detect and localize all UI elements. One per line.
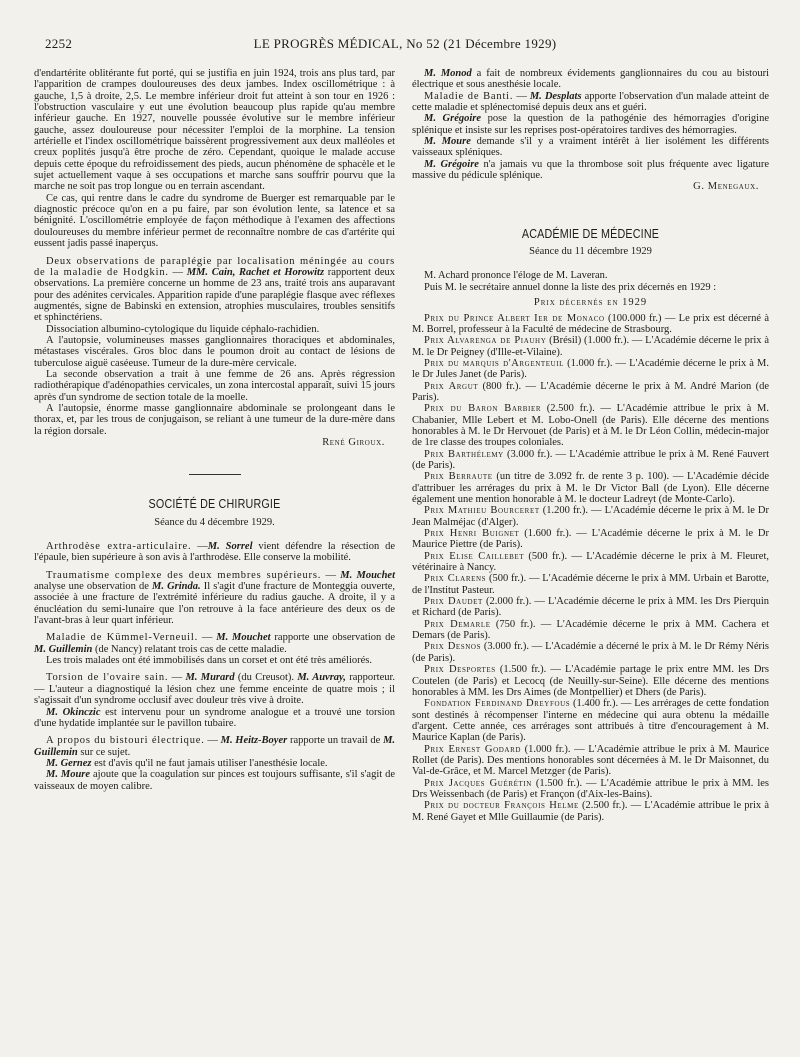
prize-entry	[412, 358, 769, 381]
communication-title: A propos du bistouri électrique.	[46, 735, 205, 747]
prize-entry	[412, 744, 769, 778]
prize-entry	[412, 778, 769, 801]
prize-name: Prix Jacques Guérétin	[424, 777, 532, 789]
prize-entry	[412, 528, 769, 551]
prize-name: Prix Mathieu Bourceret	[424, 505, 540, 517]
author-name: M. Moure	[424, 136, 471, 148]
paragraph: Maladie de Kümmel-Verneuil. — M. Mouchet rapporte une observation de M. Guillemin (de Nancy) relatant trois cas de cette maladie.	[34, 632, 396, 655]
prize-entry	[412, 619, 769, 642]
paragraph: M. Achard prononce l'éloge de M. Laveran.	[424, 270, 608, 282]
paragraph: Maladie de Banti. — M. Desplats apporte l'observation d'un malade atteint de cette maladie et splénectomisé depuis deux ans et guéri.	[412, 90, 770, 114]
paragraph	[412, 113, 769, 136]
prize-text: (1.000 fr.). — L'Académie décerne le prix à M. le Dr Jules Janet (de Paris).	[412, 357, 769, 381]
prize-list-heading: Prix décernés en 1929	[533, 297, 648, 309]
prize-name: Prix Clarens	[424, 573, 487, 585]
author-name: M. Grégoire	[424, 158, 479, 170]
paragraph-text: pose la question de la pathogénie des hémorragies d'origine splénique et insiste sur les reprises post-opératoires tardives des hémorragies.	[412, 113, 770, 136]
communication-title: Maladie de Banti.	[424, 90, 514, 102]
prize-name: Prix du docteur François Helme	[424, 800, 579, 812]
communication-title: Deux observations de paraplégie par localisation méningée au cours de la maladie de Hodgkin.	[34, 255, 395, 278]
prize-name: Prix Barthélemy	[424, 448, 504, 460]
prize-text: (750 fr.). — L'Académie décerne le prix à MM. Cachera et Demars (de Paris).	[412, 618, 769, 642]
author-name: M. Mouchet	[340, 569, 396, 581]
paragraph: d'endartérite oblitérante fut porté, qui se justifia en juin 1924, trois ans plus tard, par l'apparition de crampes douloureuses des deux jambes. Index oscillométrique : à gauche, 1,5 à droite, 2,5. Le membre inférieur droit fut atteint à son tour en 1926 : l'obstruction vasculaire y eut une évolution beaucoup plus rapide qu'au membre inférieur gauche. En 1927, nouvelle poussée évolutive sur le membre inférieur gauche, assez douloureuse pour nécessiter l'emploi de la morphine. La tension artérielle et l'index oscillométrique baissèrent progressivement aux deux malléoles et creux poplités jusqu'à être proche de zéro. Cependant, quoique le malade accuse depuis cette époque du refroidissement des pieds, aucun phénomène de sphacèle et le sujet actuellement vaque à ses occupations et marche sans souffrir pourvu que la marche ne soit pas trop longue ou en terrain ascendant.	[34, 68, 395, 193]
paragraph-text: Il s'agit d'une fracture de Monteggia ouverte, associée à une fracture de l'extrémité inférieure du radius gauche. A droite, il y a énucléation du semi-lunaire que l'on retrouve à la face antérieure des deux os de l'avant-bras à leur quart inférieur.	[34, 581, 396, 627]
prize-text: (1.200 fr.). — L'Académie décerne le prix à M. le Dr Jean Malméjac (d'Alger).	[412, 505, 769, 528]
author-name: M. Guillemin	[34, 643, 93, 655]
author-name: M. Okinczic	[46, 706, 101, 718]
paragraph-text: rapportent deux observations. La première concerne un homme de 23 ans, traité trois ans auparavant pour des adénites cervicales. Apparition rapide d'une paraplégie flasque avec réflexes augmentés, signe de Babinski en extension, atrophies musculaires, troubles sensitifs et sphinctériens.	[34, 266, 396, 324]
prize-name: Fondation Ferdinand Dreyfous	[424, 698, 571, 710]
prize-name: Prix Argut	[424, 380, 479, 392]
prize-text: (1.500 fr.). — L'Académie partage le prix entre MM. les Drs Coutelen (de Paris) et Lecocq (de Neuilly-sur-Seine). Elle décerne des mentions honorables à MM. les Drs Aimes (de Montpellier) et Dhers (de Paris).	[412, 664, 769, 698]
paragraph-text: (de Nancy) relatant trois cas de cette maladie.	[94, 643, 287, 655]
author-name: M. Gernez	[46, 757, 92, 769]
prize-entry	[412, 596, 769, 619]
divider	[189, 474, 241, 475]
prize-text: (Brésil) (1.000 fr.). — L'Académie décerne le prix à M. le Dr Peigney (d'Ille-et-Vilaine).	[412, 335, 769, 358]
prize-text: (500 fr.). — L'Académie décerne le prix à M. Fleuret, vétérinaire à Nancy.	[412, 550, 769, 574]
paragraph: Les trois malades ont été immobilisés dans un corset et ont été très améliorés.	[46, 655, 372, 667]
paragraph: Dissociation albumino-cytologique du liquide céphalo-rachidien.	[46, 323, 320, 335]
prize-name: Prix du Prince Albert Ier de Monaco	[424, 312, 605, 324]
signature: René Giroux.	[322, 437, 385, 448]
communication-title: Maladie de Kümmel-Verneuil.	[46, 632, 199, 644]
paragraph-text: n'a jamais vu que la thrombose soit plus fréquente avec ligature massive du pédicule splénique.	[412, 158, 769, 182]
prize-name: Prix Demarle	[424, 618, 491, 630]
prize-name: Prix du marquis d'Argenteuil	[424, 357, 565, 369]
paragraph	[34, 769, 395, 792]
author-name: M. Heitz-Boyer	[220, 735, 288, 747]
prize-entry	[412, 698, 769, 743]
paragraph-text: ajoute que la coagulation sur pinces est toujours suffisante, s'il s'agit de vaisseaux de moyen calibre.	[34, 769, 395, 792]
prize-name: Prix Desnos	[424, 641, 482, 653]
prize-entry	[412, 403, 769, 448]
author-name: M. Murard	[185, 672, 235, 684]
paragraph: La seconde observation a trait à une femme de 26 ans. Après régression radiothérapique d'adénopathies cervicales, un zona intercostal apparaît, suivi 15 jours après d'un syndrome de section totale de la moelle.	[34, 368, 395, 403]
prize-text: (2.500 fr.). — L'Académie attribue le prix à M. René Gayet et Mlle Guillaumie (de Paris).	[412, 800, 769, 823]
prize-name: Prix Desportes	[424, 664, 496, 676]
prize-text: (1.500 fr.). — L'Académie attribue le prix à MM. les Drs Weissenbach (de Paris) et Françon (d'Aix-les-Bains).	[412, 777, 769, 800]
right-column	[412, 68, 769, 823]
journal-title: LE PROGRÈS MÉDICAL, No 52 (21 Décembre 1929)	[253, 36, 557, 51]
page-number: 2252	[45, 36, 73, 51]
paragraph-text: demande s'il y a vraiment intérêt à lier isolément les différents vaisseaux spléniques.	[412, 136, 770, 159]
prize-name: Prix Berraute	[424, 471, 493, 483]
prize-entry	[412, 505, 769, 528]
paragraph	[34, 758, 395, 769]
prize-text: (2.000 fr.). — L'Académie décerne le prix à MM. les Drs Pierquin et Richard (de Paris).	[412, 596, 770, 619]
page-header	[45, 36, 765, 52]
paragraph: Torsion de l'ovaire sain. — M. Murard (du Creusot). M. Auvray, rapporteur. — L'auteur a diagnostiqué la lésion chez une femme enceinte de quatre mois ; il s'agissait d'un syndrome occlusif avec douleur très vive à droite.	[34, 672, 396, 707]
prize-text: (500 fr.). — L'Académie décerne le prix à MM. Urbain et Barotte, de l'Institut Pasteur.	[412, 573, 769, 596]
paragraph: Traumatisme complexe des deux membres supérieurs. — M. Mouchet analyse une observation de M. Grinda. Il s'agit d'une fracture de Monteggia ouverte, associée à une fracture de l'extrémité inférieure du radius gauche. A droite, il y a énucléation du semi-lunaire que l'on retrouve à la face antérieure des deux os de l'avant-bras à leur quart inférieur.	[34, 569, 396, 627]
prize-list	[412, 313, 769, 823]
paragraph: Ce cas, qui rentre dans le cadre du syndrome de Buerger est remarquable par le diagnostic précoce qu'on en a pu faire, par son évolution lente, sa latence et sa bénignité. L'oscillométrie employée de façon méthodique à l'examen des affections douloureuses du membre inférieur permet de reconnaître nombre de cas d'artérite qui eussent jadis passé inaperçus.	[34, 192, 395, 250]
prize-entry	[412, 471, 769, 505]
author-name: M. Sorrel	[207, 541, 253, 553]
prize-text: (1.000 fr.). — L'Académie attribue le prix à M. Maurice Rollet (de Paris). Des mentions honorables sont décernées à M. le Dr Maisonnet, du Val-de-Grâce, et M. Marcel Metzger (de Paris).	[412, 743, 770, 778]
prize-name: Prix Alvarenga de Piauhy	[424, 335, 547, 347]
prize-text: (100.000 fr.) — Le prix est décerné à M. Borrel, professeur à la Faculté de médecine de Strasbourg.	[412, 312, 770, 335]
author-name: M. Grinda.	[152, 581, 201, 593]
prize-entry	[412, 335, 769, 358]
communication-title: Arthrodèse extra-articulaire.	[46, 541, 192, 553]
prize-entry	[412, 551, 769, 574]
communication-title: Traumatisme complexe des deux membres supérieurs.	[46, 569, 322, 581]
prize-text: (1.400 fr.). — Les arrérages de cette fondation sont destinés à récompenser l'interne en médecine qui aura obtenu la médaille d'argent. Cette année, ces arrérages sont attribués à titre d'encouragement à M. Maurice Kaplan (de Paris).	[412, 698, 769, 744]
paragraph-text: vient défendre la résection de l'épaule, bien supérieure à son avis à l'arthrodèse. Elle conserve la mobilité.	[34, 541, 396, 564]
prize-entry	[412, 313, 769, 336]
author-name: M. Grégoire	[424, 113, 482, 125]
prize-name: Prix Elise Caillebet	[424, 550, 525, 562]
prize-text: (1.600 fr.). — L'Académie décerne le prix à M. le Dr Maurice Piettre (de Paris).	[412, 528, 769, 551]
paragraph: A l'autopsie, volumineuses masses ganglionnaires thoraciques et abdominales, métastases viscérales. Gros bloc dans le poumon droit au contact de lésions de tuberculose aiguë caséeuse. Tumeur de la dure-mère cervicale.	[34, 334, 395, 369]
section-title: ACADÉMIE DE MÉDECINE	[521, 226, 660, 241]
author-name: M. Desplats	[529, 90, 582, 102]
paragraph	[412, 136, 769, 159]
prize-name: Prix du Baron Barbier	[424, 403, 542, 415]
prize-text: (3.000 fr.). — L'Académie a décerné le prix à M. le Dr Rémy Néris (de Paris).	[412, 641, 770, 664]
paragraph-text: a fait de nombreux évidements ganglionnaires du cou au bistouri électrique et sous anesthésie locale.	[412, 68, 770, 91]
section-title: SOCIÉTÉ DE CHIRURGIE	[148, 497, 281, 512]
author-name: M. Monod	[424, 68, 472, 79]
paragraph: Arthrodèse extra-articulaire. —M. Sorrel vient défendre la résection de l'épaule, bien supérieure à son avis à l'arthrodèse. Elle conserve la mobilité.	[34, 541, 396, 564]
author-name: M. Mouchet	[216, 632, 271, 644]
paragraph-text: sur ce sujet.	[80, 746, 131, 758]
signature: G. Menegaux.	[693, 181, 759, 193]
prize-name: Prix Ernest Godard	[424, 743, 521, 755]
paragraph: Deux observations de paraplégie par localisation méningée au cours de la maladie de Hodgkin. — MM. Cain, Rachet et Horowitz rapportent deux observations. La première concerne un homme de 23 ans, traité trois ans auparavant pour des adénites cervicales. Apparition rapide d'une paraplégie flasque avec réflexes augmentés, signe de Babinski en extension, atrophies musculaires, troubles sensitifs et sphinctériens.	[34, 255, 396, 324]
prize-entry	[412, 573, 769, 596]
prize-entry	[412, 641, 769, 664]
author-name: M. Auvray,	[297, 672, 346, 684]
paragraph: A l'autopsie, énorme masse ganglionnaire abdominale se prolongeant dans le thorax, et, par les trous de conjugaison, se reliant à une tumeur de la dure-mère dans la région dorsale.	[34, 402, 395, 437]
prize-entry	[412, 449, 769, 472]
prize-entry	[412, 664, 769, 698]
paragraph	[412, 68, 769, 91]
left-column	[34, 68, 395, 792]
paragraph-text: rapporteur. — L'auteur a diagnostiqué la lésion chez une femme enceinte de quatre mois ; il s'agissait d'un syndrome occlusif avec douleur très vive à droite.	[34, 672, 396, 707]
prize-text: (2.500 fr.). — L'Académie attribue le prix à M. Chabanier, Mlle Lebert et M. Lobo-Onell (de Paris). Elle décerne des mentions honorables à M. le Dr Hervouet (de Paris) et à M. le Dr Léon Collin, médecin-major de 1re classe des troupes coloniales.	[412, 403, 769, 449]
author-name: M. Moure	[46, 769, 91, 781]
prize-entry	[412, 800, 769, 823]
paragraph-text: est intervenu pour un syndrome analogue et a trouvé une torsion d'une hydatide implantée sur le pavillon tubaire.	[34, 706, 396, 729]
prize-name: Prix Daudet	[424, 596, 483, 608]
paragraph-text: apporte l'observation d'un malade atteint de cette maladie et splénectomisé depuis deux ans et guéri.	[412, 90, 770, 114]
paragraph	[34, 707, 395, 730]
author-names: MM. Cain, Rachet et Horowitz	[186, 266, 325, 278]
paragraph-text: est d'avis qu'il ne faut jamais utiliser l'anesthésie locale.	[94, 757, 328, 769]
prize-entry	[412, 381, 769, 404]
author-name: M. Guillemin	[34, 735, 396, 758]
paragraph: A propos du bistouri électrique. — M. Heitz-Boyer rapporte un travail de M. Guillemin sur ce sujet.	[34, 735, 396, 758]
paragraph	[412, 159, 769, 182]
prize-name: Prix Henri Buignet	[424, 528, 520, 540]
session-date: Séance du 11 décembre 1929	[529, 246, 652, 258]
session-date: Séance du 4 décembre 1929.	[154, 516, 275, 528]
prize-text: (3.000 fr.). — L'Académie attribue le prix à M. René Fauvert (de Paris).	[412, 448, 769, 471]
communication-title: Torsion de l'ovaire sain.	[46, 672, 169, 684]
prize-text: (800 fr.). — L'Académie décerne le prix à M. André Marion (de Paris).	[412, 380, 769, 403]
paragraph: Puis M. le secrétaire annuel donne la liste des prix décernés en 1929 :	[424, 281, 717, 293]
prize-text: (un titre de 3.092 fr. de rente 3 p. 100). — L'Académie décide d'attribuer les arrérages du prix à M. le Dr Victor Ball (de Lyon). Elle décerne également une mention honorable à M. le docteur Ladreyt (de Monte-Carlo).	[412, 471, 769, 505]
